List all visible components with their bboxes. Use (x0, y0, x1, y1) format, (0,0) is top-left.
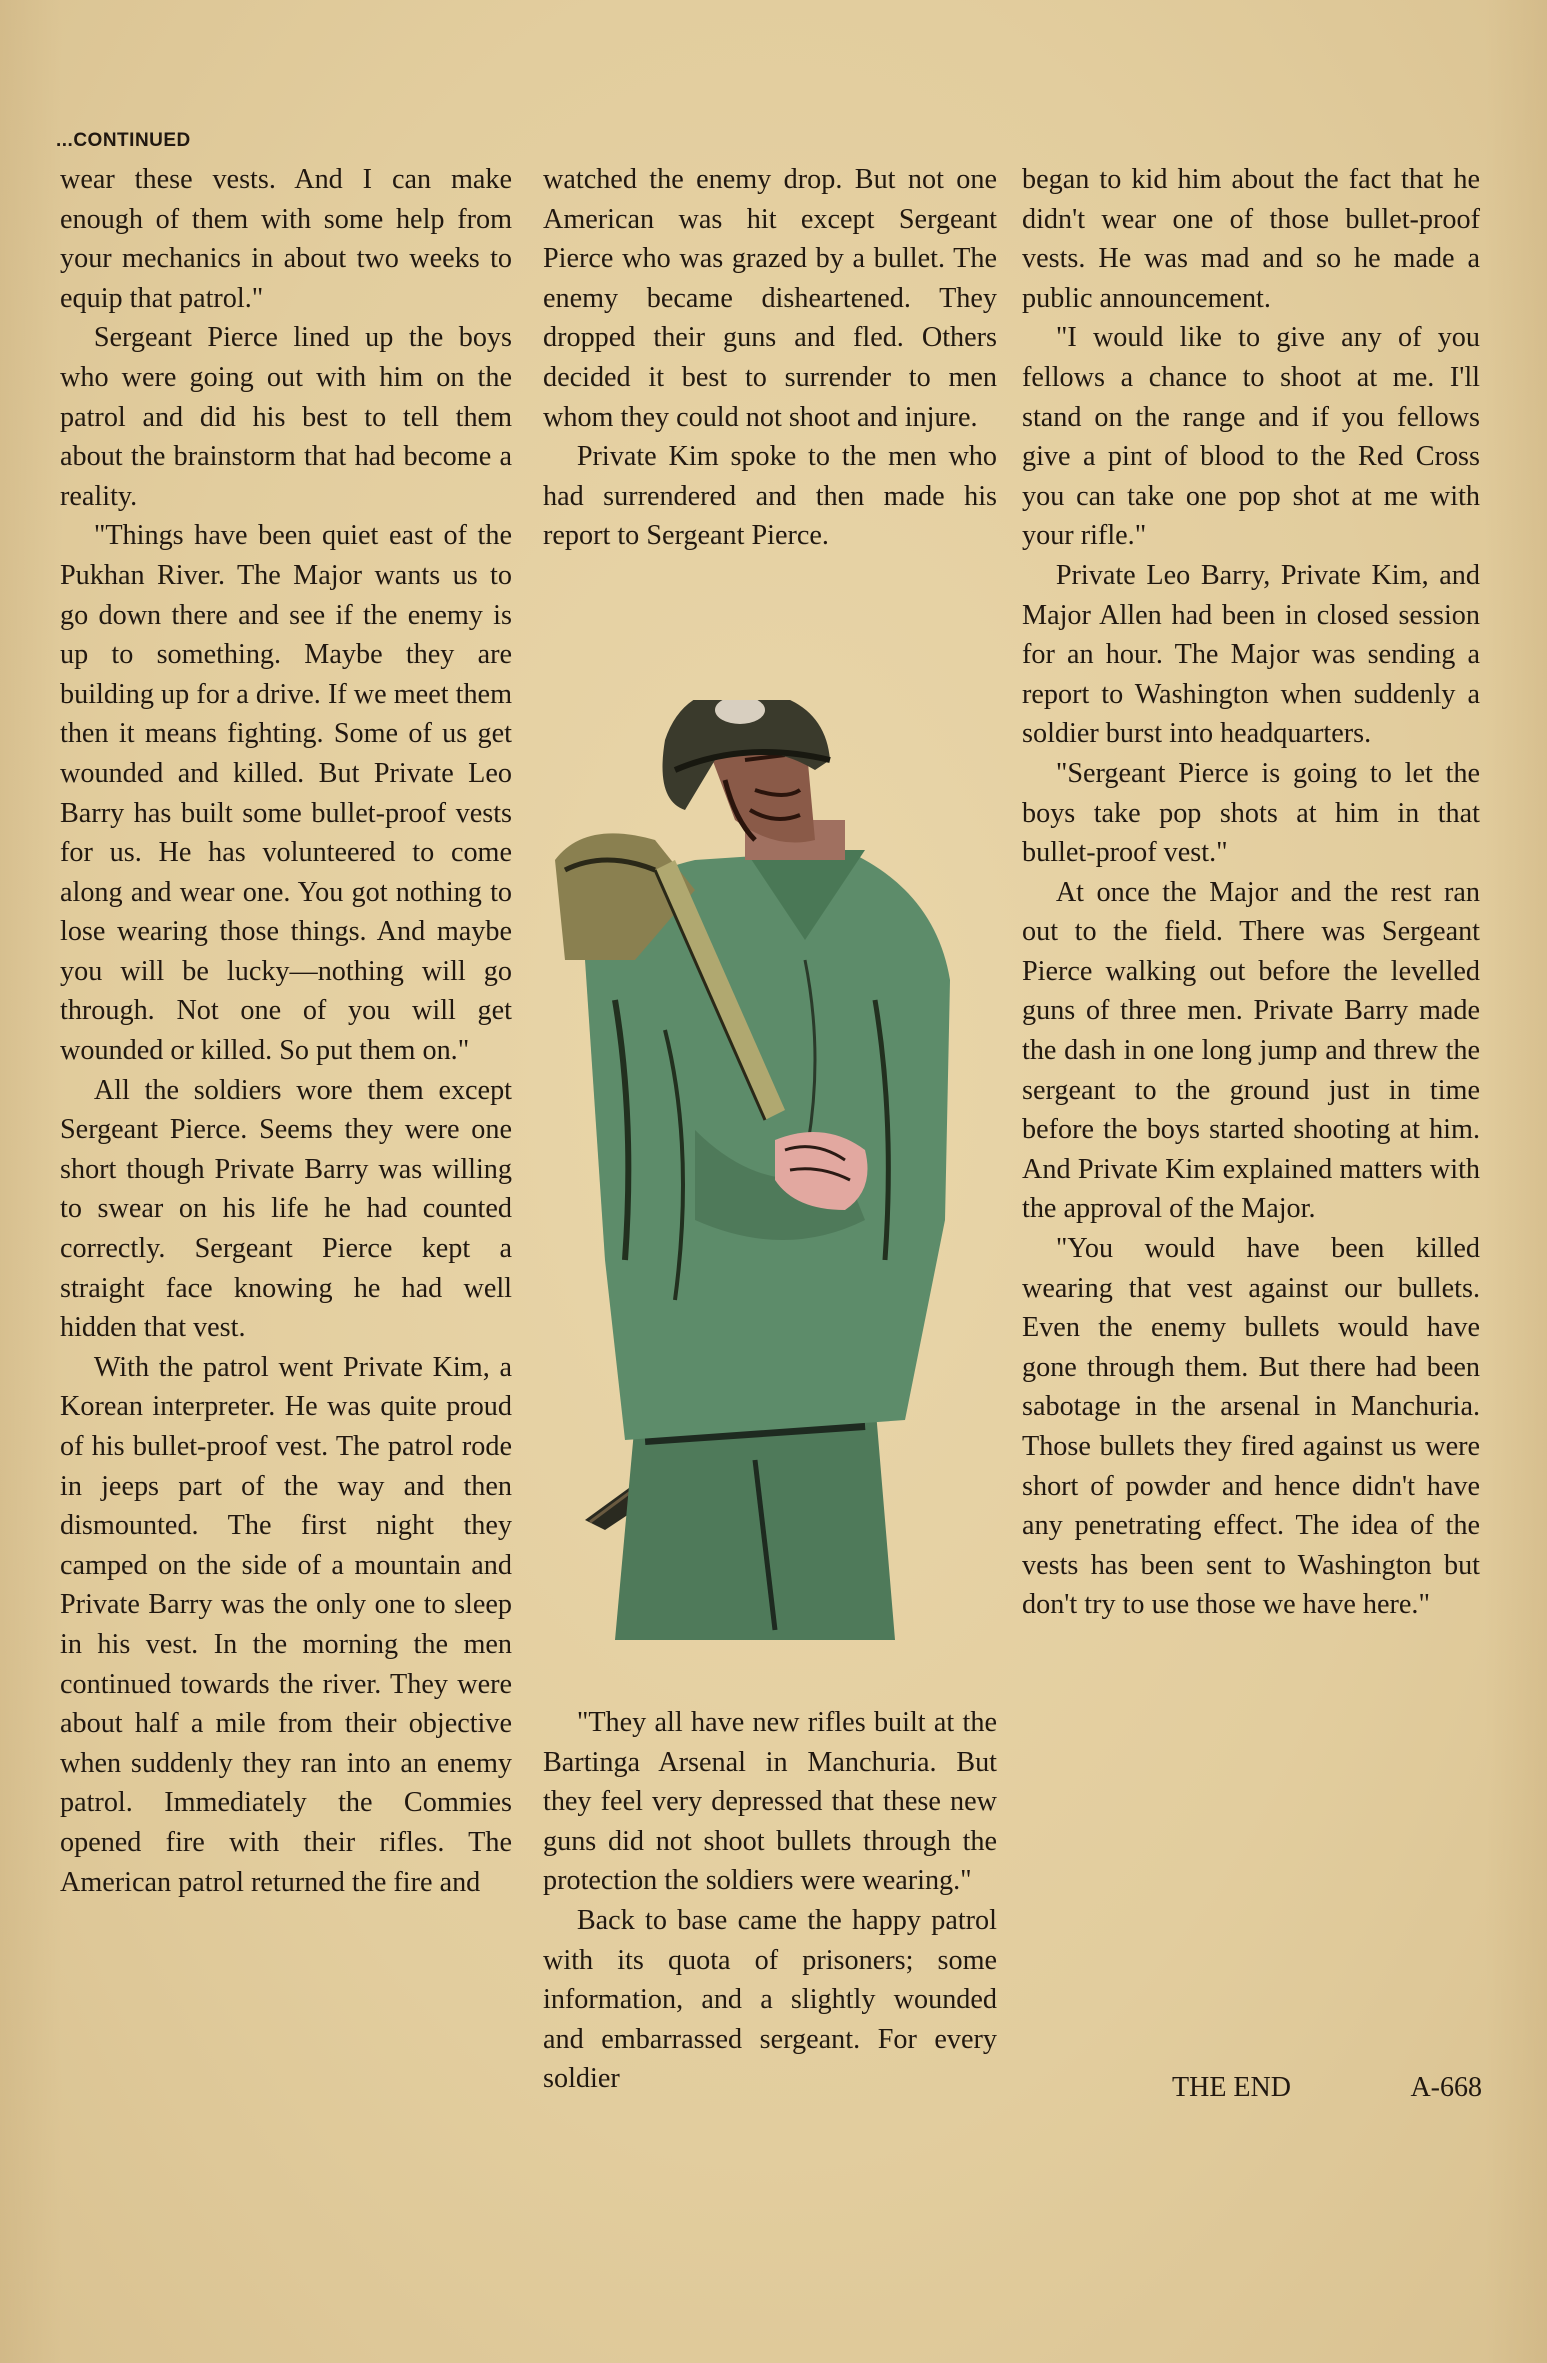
paragraph: Back to base came the happy patrol with its quota of prisoners; some information, and a slightly wounded and embarrassed sergeant. For every soldier (543, 1904, 997, 2095)
paragraph: "You would have been killed wearing that vest against our bullets. Even the enemy bullets would have gone through them. But there had been sabotage in the arsenal in Manchuria. Those bullets they fired against us were short of powder and hence didn't have any penetrating effect. The idea of the vests has been sent to Washington but don't try to use those we have here." (1022, 1233, 1480, 1621)
paragraph: All the soldiers wore them except Sergeant Pierce. Seems they were one short though Private Barry was willing to swear on his life he had counted correctly. Sergeant Pierce kept a straight face knowing he had well hidden that vest. (60, 1074, 512, 1344)
soldier-illustration (545, 700, 1000, 1650)
page-code: A-668 (1410, 2072, 1482, 2103)
continued-label: ...CONTINUED (56, 130, 191, 151)
text-column-middle-top (543, 160, 997, 556)
paragraph: "Sergeant Pierce is going to let the boys take pop shots at him in that bullet-proof vest." (1022, 757, 1480, 869)
the-end-label: THE END (1172, 2072, 1291, 2103)
paragraph: With the patrol went Private Kim, a Korean interpreter. He was quite proud of his bullet-proof vest. The patrol rode in jeeps part of the way and then dismounted. The first night they camped on the side of a mountain and Private Barry was the only one to sleep in his vest. In the morning the men continued towards the river. They were about half a mile from their objective when suddenly they ran into an enemy patrol. Immediately the Commies opened fire with their rifles. The American patrol returned the fire and (60, 1351, 512, 1898)
text-column-right (1022, 160, 1480, 1625)
paragraph: began to kid him about the fact that he didn't wear one of those bullet-proof vests. He was mad and so he made a public announcement. (1022, 164, 1480, 314)
paragraph: "They all have new rifles built at the Bartinga Arsenal in Manchuria. But they feel very depressed that these new guns did not shoot bullets through the protection the soldiers were wearing." (543, 1707, 997, 1897)
story-footer (1172, 2072, 1482, 2104)
paragraph: "I would like to give any of you fellows a chance to shoot at me. I'll stand on the range and if you fellows give a pint of blood to the Red Cross you can take one pop shot at me with your rifle." (1022, 322, 1480, 552)
paragraph: Sergeant Pierce lined up the boys who were going out with him on the patrol and did his best to tell them about the brainstorm that had become a reality. (60, 322, 512, 512)
paragraph: Private Kim spoke to the men who had surrendered and then made his report to Sergeant Pierce. (543, 441, 997, 552)
paragraph: At once the Major and the rest ran out to the field. There was Sergeant Pierce walking out before the levelled guns of three men. Private Barry made the dash in one long jump and threw the sergeant to the ground just in time before the boys started shooting at him. And Private Kim explained matters with the approval of the Major. (1022, 876, 1480, 1225)
paragraph: Private Leo Barry, Private Kim, and Major Allen had been in closed session for an hour. The Major was sending a report to Washington when suddenly a soldier burst into headquarters. (1022, 559, 1480, 750)
text-column-middle-bottom (543, 1703, 997, 2099)
paragraph: watched the enemy drop. But not one American was hit except Sergeant Pierce who was grazed by a bullet. The enemy became disheartened. They dropped their guns and fled. Others decided it best to surrender to men whom they could not shoot and injure. (543, 164, 997, 433)
paragraph: "Things have been quiet east of the Pukhan River. The Major wants us to go down there and see if the enemy is up to something. Maybe they are building up for a drive. If we meet them then it means fighting. Some of us get wounded and killed. But Private Leo Barry has built some bullet-proof vests for us. He has volunteered to come along and wear one. You got nothing to lose wearing those things. And maybe you will be lucky—nothing will go through. Not one of you will get wounded or killed. So put them on." (60, 520, 512, 1067)
text-column-left (60, 160, 512, 1902)
paragraph: wear these vests. And I can make enough of them with some help from your mechanics in about two weeks to equip that patrol." (60, 164, 512, 314)
